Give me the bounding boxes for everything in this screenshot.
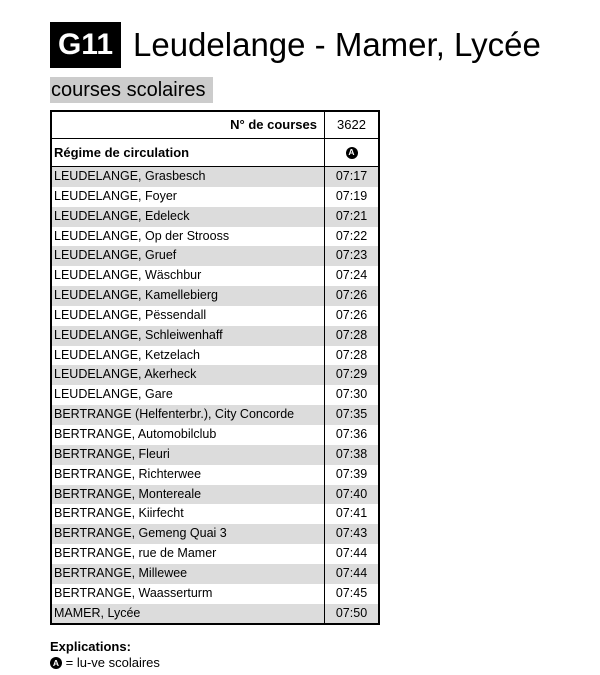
table-row [52,584,378,604]
departure-time: 07:23 [324,246,378,266]
table-row [52,346,378,366]
stop-name: BERTRANGE, Gemeng Quai 3 [54,526,227,541]
table-row [52,167,378,187]
regime-header-row [52,139,378,167]
table-row [52,207,378,227]
departure-time: 07:44 [324,564,378,584]
table-row [52,266,378,286]
stop-name: BERTRANGE, Montereale [54,486,202,501]
stop-name: BERTRANGE, Millewee [54,565,188,580]
stop-name: BERTRANGE, Richterwee [54,466,202,481]
stop-name: BERTRANGE, Waasserturm [54,585,213,600]
route-title: Leudelange - Mamer, Lycée [133,26,541,63]
departure-time: 07:28 [324,326,378,346]
departure-time: 07:40 [324,485,378,505]
stop-name: LEUDELANGE, Pëssendall [54,307,207,322]
table-row [52,524,378,544]
table-row [52,306,378,326]
stop-name: BERTRANGE, Kiirfecht [54,506,184,521]
table-row [52,326,378,346]
regime-label: Régime de circulation [54,145,190,160]
departure-time: 07:50 [324,604,378,624]
timetable [50,110,380,625]
departure-time: 07:43 [324,524,378,544]
table-row [52,564,378,584]
courses-label: N° de courses [230,117,317,132]
stop-name: BERTRANGE (Helfenterbr.), City Concorde [54,407,295,422]
explications-title: Explications: [50,639,131,654]
line-badge: G11 [50,22,121,68]
table-row [52,504,378,524]
stop-list [52,167,378,623]
stop-name: LEUDELANGE, Grasbesch [54,169,206,183]
departure-time: 07:39 [324,465,378,485]
table-row [52,246,378,266]
table-row [52,544,378,564]
stop-name: LEUDELANGE, Ketzelach [54,347,200,362]
courses-header-row [52,112,378,139]
departure-time: 07:22 [324,227,378,247]
table-row [52,465,378,485]
departure-time: 07:35 [324,405,378,425]
stop-name: LEUDELANGE, Gare [54,387,173,402]
legend-symbol-icon: A [50,657,62,669]
departure-time: 07:45 [324,584,378,604]
departure-time: 07:24 [324,266,378,286]
departure-time: 07:26 [324,306,378,326]
stop-name: LEUDELANGE, Akerheck [54,367,197,382]
table-row [52,385,378,405]
departure-time: 07:21 [324,207,378,227]
table-row [52,485,378,505]
departure-time: 07:19 [324,187,378,207]
stop-name: LEUDELANGE, Foyer [54,188,177,203]
table-row [52,425,378,445]
stop-name: BERTRANGE, Automobilclub [54,426,217,441]
stop-name: BERTRANGE, Fleuri [54,446,170,461]
departure-time: 07:41 [324,504,378,524]
departure-time: 07:44 [324,544,378,564]
table-row [52,227,378,247]
departure-time: 07:36 [324,425,378,445]
stop-name: MAMER, Lycée [54,605,141,620]
table-row [52,445,378,465]
route-subtitle: courses scolaires [50,77,213,103]
regime-symbol-icon: A [346,147,358,159]
table-row [52,187,378,207]
departure-time: 07:29 [324,365,378,385]
table-row [52,286,378,306]
explications-line [50,655,160,670]
stop-name: LEUDELANGE, Op der Strooss [54,228,230,243]
stop-name: LEUDELANGE, Kamellebierg [54,288,218,303]
legend-text: = lu-ve scolaires [65,655,160,670]
departure-time: 07:26 [324,286,378,306]
departure-time: 07:38 [324,445,378,465]
course-number: 3622 [324,112,378,138]
stop-name: BERTRANGE, rue de Mamer [54,546,217,561]
stop-name: LEUDELANGE, Edeleck [54,208,190,223]
stop-name: LEUDELANGE, Wäschbur [54,268,202,283]
table-row [52,604,378,624]
table-row [52,405,378,425]
stop-name: LEUDELANGE, Gruef [54,248,177,263]
departure-time: 07:30 [324,385,378,405]
stop-name: LEUDELANGE, Schleiwenhaff [54,327,223,342]
table-row [52,365,378,385]
departure-time: 07:17 [324,167,378,187]
departure-time: 07:28 [324,346,378,366]
